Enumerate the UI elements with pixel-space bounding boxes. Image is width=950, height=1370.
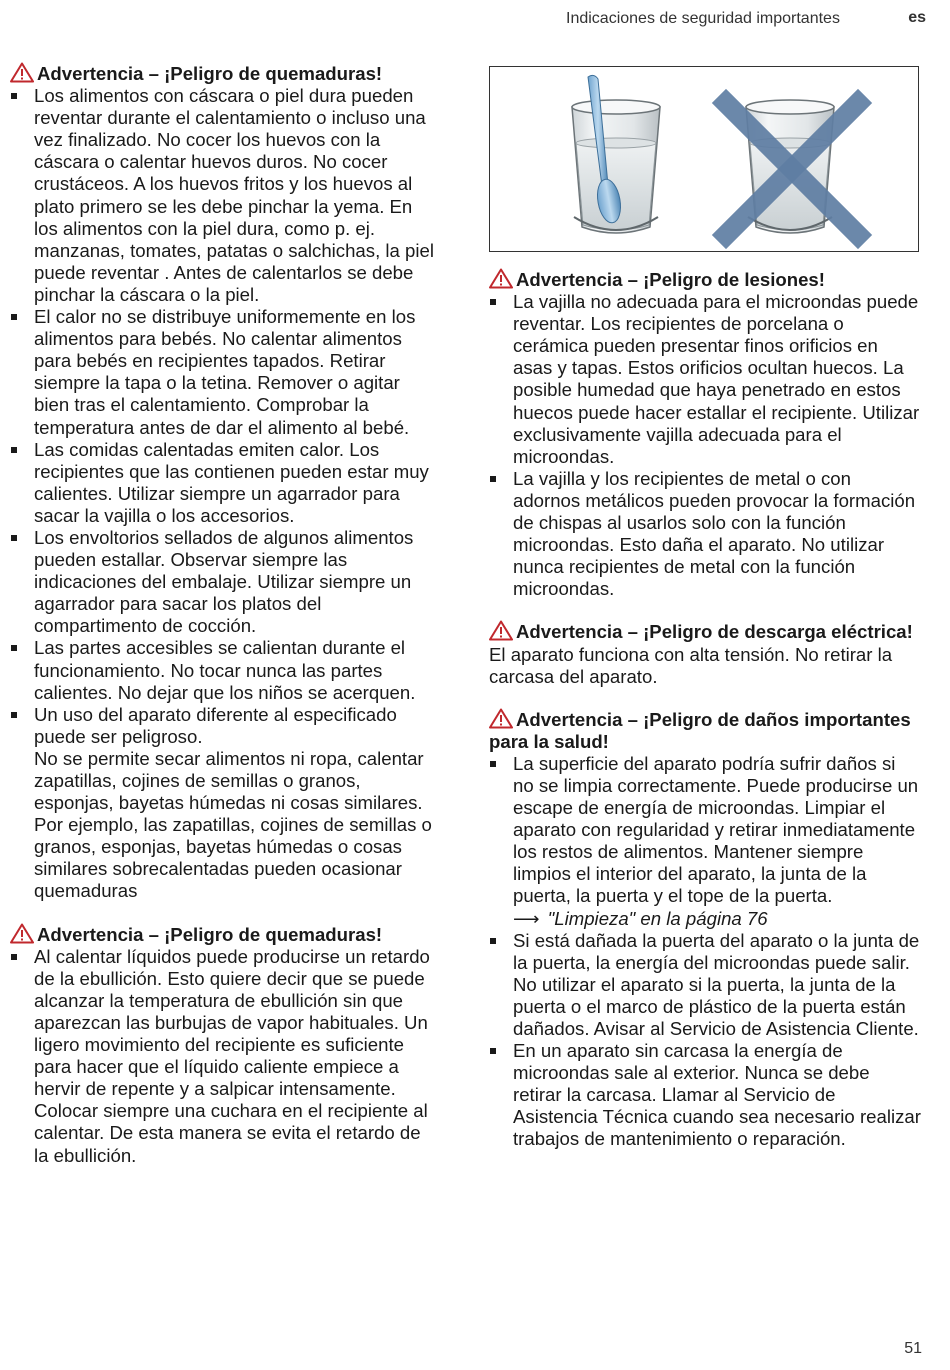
list-item (10, 946, 440, 1167)
list-item (10, 527, 440, 637)
list-item-text: En un aparato sin carcasa la energía de microondas sale al exterior. Nunca se debe retirar la carcasa. Llamar al Servicio de Asistencia Técnica cuando sea necesario realizar trabajos de mantenimiento o reparación. (513, 1040, 921, 1150)
bullet-icon (489, 753, 497, 761)
left-column (10, 62, 440, 1167)
page-header (566, 8, 926, 30)
warning-title: Advertencia – ¡Peligro de lesiones! (516, 269, 825, 290)
list-item (10, 704, 440, 903)
list-item (489, 1040, 921, 1150)
list-item (489, 753, 921, 930)
glass-with-spoon-icon (572, 75, 660, 233)
bullet-icon (10, 946, 18, 954)
list-item-text: Los envoltorios sellados de algunos alimentos pueden estallar. Observar siempre las indicaciones del embalaje. Utilizar siempre un agarrador para sacar los platos del compartimento de cocción. (34, 526, 414, 637)
warning-triangle-icon (10, 62, 34, 83)
list-item (489, 291, 921, 468)
list-item-text: La vajilla no adecuada para el microondas puede reventar. Los recipientes de porcelana o cerámica pueden presentar finos orificios en asas y tapas. Estos orificios ocultan huecos. La posible humedad que haya penetrado en estos huecos puede hacer estallar el recipiente. Utilizar exclusivamente vajilla adecuada para el microondas. (513, 291, 920, 467)
warning-triangle-icon (10, 923, 34, 944)
right-column (489, 66, 921, 1151)
warning-title: Advertencia – ¡Peligro de daños importantes para la salud! (489, 708, 911, 752)
bullet-icon (489, 1040, 497, 1048)
warning-title: Advertencia – ¡Peligro de descarga eléctrica! (516, 621, 913, 643)
cross-reference-text: "Limpieza" en la página 76 (547, 907, 768, 929)
glass-spoon-illustration (490, 67, 918, 251)
page-number: 51 (904, 1340, 922, 1357)
boiling-delay-illustration (489, 66, 919, 252)
list-item-text: Las comidas calentadas emiten calor. Los recipientes que las contienen pueden estar muy calientes. Utilizar siempre un agarrador para sacar la vajilla o los accesorios. (34, 438, 429, 526)
warning-list-health (489, 753, 921, 1151)
header-section-title: Indicaciones de seguridad importantes (566, 10, 840, 27)
bullet-icon (10, 637, 18, 645)
cross-reference-link[interactable] (513, 908, 921, 930)
header-language-code: es (908, 9, 926, 26)
warning-title: Advertencia – ¡Peligro de quemaduras! (37, 923, 383, 945)
bullet-icon (489, 291, 497, 299)
list-item-paragraph: Por ejemplo, las zapatillas, cojines de semillas o granos, esponjas, bayetas húmedas o cosas similares sobrecalentadas pueden ocasionar quemaduras (34, 814, 432, 902)
list-item-paragraph: No se permite secar alimentos ni ropa, calentar zapatillas, cojines de semillas o granos, esponjas, bayetas húmedas ni cosas similares. (34, 747, 424, 814)
list-item (489, 468, 921, 601)
warning-heading-health (489, 708, 921, 753)
warning-heading-injuries (489, 268, 921, 291)
warning-title: Advertencia – ¡Peligro de quemaduras! (37, 63, 383, 84)
list-item-text: El calor no se distribuye uniformemente en los alimentos para bebés. No calentar alimentos para bebés en recipientes tapados. Retirar siempre la tapa o la tetina. Remover o agitar bien tras el calentamiento. Comprobar la temperatura antes de dar el alimento al bebé. (34, 306, 416, 438)
bullet-icon (10, 704, 18, 712)
warning-heading-burns-1 (10, 62, 440, 85)
warning-triangle-icon (489, 268, 513, 289)
bullet-icon (10, 85, 18, 93)
list-item (10, 439, 440, 527)
warning-heading-electric-shock (489, 620, 921, 643)
warning-triangle-icon (489, 620, 513, 641)
warning-text: El aparato funciona con alta tensión. No retirar la carcasa del aparato. (489, 643, 893, 687)
bullet-icon (10, 439, 18, 447)
list-item (10, 637, 440, 703)
list-item-lead: Un uso del aparato diferente al especificado puede ser peligroso. (34, 703, 397, 747)
list-item (10, 85, 440, 306)
warning-list-injuries (489, 291, 921, 600)
arrow-right-icon: ⟶ (513, 907, 540, 929)
list-item (489, 930, 921, 1040)
list-item (10, 306, 440, 439)
warning-heading-burns-2 (10, 923, 440, 946)
bullet-icon (489, 468, 497, 476)
list-item-text: Si está dañada la puerta del aparato o la junta de la puerta, la energía del microondas puede salir. No utilizar el aparato si la puerta, la junta de la puerta o el marco de plástico de la puerta están dañados. Avisar al Servicio de Asistencia Cliente. (513, 929, 920, 1039)
bullet-icon (10, 527, 18, 535)
list-item-text: Los alimentos con cáscara o piel dura pueden reventar durante el calentamiento o incluso una vez finalizado. No cocer los huevos con la cáscara o calentar huevos duros. No cocer crustáceos. A los huevos fritos y los huevos al plato primero se les debe pinchar la yema. En los alimentos con la piel dura, como p. ej. manzanas, tomates, patatas o salchichas, la piel puede reventar . Antes de calentarlos se debe pinchar la cáscara o la piel. (34, 85, 434, 305)
warning-list-burns-1 (10, 85, 440, 902)
bullet-icon (10, 306, 18, 314)
list-item-text: Al calentar líquidos puede producirse un retardo de la ebullición. Esto quiere decir que se puede alcanzar la temperatura de ebullición sin que aparezcan las burbujas de vapor habituales. Un ligero movimiento del recipiente es suficiente para hacer que el líquido caliente empiece a hervir de repente y a salpicar intensamente. Colocar siempre una cuchara en el recipiente al calentar. De esta manera se evita el retardo de la ebullición. (34, 945, 430, 1166)
warning-triangle-icon (489, 708, 513, 729)
list-item-text: La vajilla y los recipientes de metal o con adornos metálicos pueden provocar la formación de chispas al usarlos solo con la función microondas. Esto daña el aparato. No utilizar nunca recipientes de metal con la función microondas. (513, 467, 916, 600)
list-item-text: Las partes accesibles se calientan durante el funcionamiento. No tocar nunca las partes calientes. No dejar que los niños se acerquen. (34, 637, 416, 703)
bullet-icon (489, 930, 497, 938)
list-item-text: La superficie del aparato podría sufrir daños si no se limpia correctamente. Puede producirse un escape de energía de microondas. Limpiar el aparato con regularidad y retirar inmediatamente los restos de alimentos. Mantener siempre limpios el interior del aparato, la junta de la puerta, la puerta y el tope de la puerta. (513, 752, 919, 907)
warning-list-burns-2 (10, 946, 440, 1167)
